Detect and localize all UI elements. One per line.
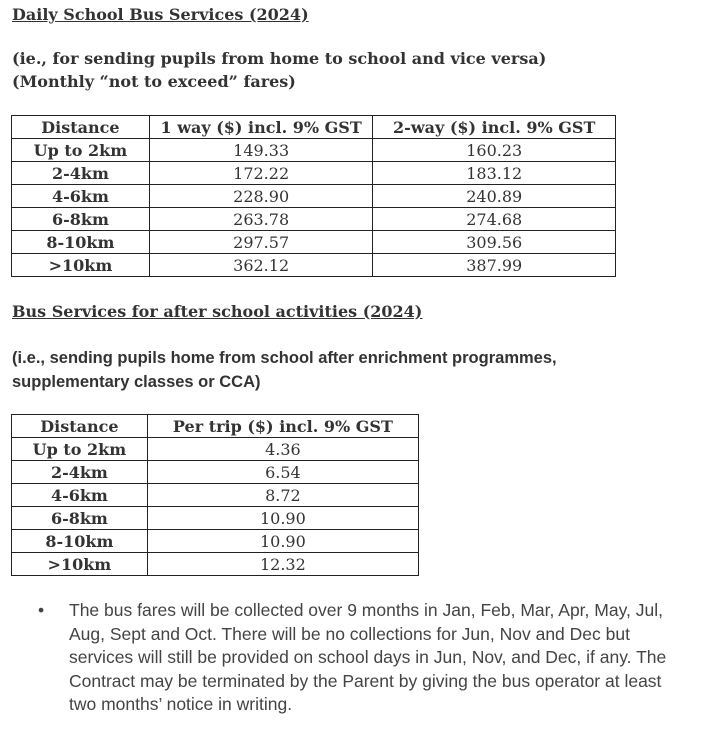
distance-cell: >10km [12,553,148,576]
one-way-fare-cell: 149.33 [149,139,373,162]
bullet-text: The bus fares will be collected over 9 months in Jan, Feb, Mar, Apr, May, Jul, Aug, Sept and Oct. There will be no collections for Jun, Nov and Dec but services will still be provided on school days in Jun, Nov, and Dec, if any. The Contract may be terminated by the Parent by giving the bus operator at least two months’ notice in writing. [69,600,667,714]
distance-cell: 8-10km [12,231,150,254]
per-trip-fare-cell: 12.32 [147,553,418,576]
per-trip-fare-cell: 4.36 [147,438,418,461]
one-way-fare-cell: 362.12 [149,254,373,277]
distance-cell: 8-10km [12,530,148,553]
table-row [12,231,616,254]
per-trip-fare-cell: 6.54 [147,461,418,484]
two-way-fare-cell: 160.23 [373,139,616,162]
table-row [12,254,616,277]
table-row [12,162,616,185]
table-row [12,208,616,231]
distance-cell: 6-8km [12,208,150,231]
daily-bus-note-line1: (ie., for sending pupils from home to school and vice versa) [12,49,547,68]
one-way-fare-cell: 172.22 [149,162,373,185]
distance-cell: 4-6km [12,484,148,507]
per-trip-fare-cell: 10.90 [147,507,418,530]
table-row [12,185,616,208]
daily-fares-table [11,115,616,277]
per-trip-fare-cell: 10.90 [147,530,418,553]
table-row [12,530,419,553]
column-header: Distance [12,415,148,438]
table-header-row [12,116,616,139]
daily-bus-note [12,47,546,93]
distance-cell: Up to 2km [12,438,148,461]
daily-bus-heading: Daily School Bus Services (2024) [12,5,309,24]
distance-cell: Up to 2km [12,139,150,162]
table-row [12,484,419,507]
after-school-note-line1: (i.e., sending pupils home from school after enrichment programmes, [12,349,557,367]
two-way-fare-cell: 183.12 [373,162,616,185]
two-way-fare-cell: 274.68 [373,208,616,231]
table-row [12,438,419,461]
table-row [12,507,419,530]
table-header-row [12,415,419,438]
after-school-note [12,346,557,394]
one-way-fare-cell: 228.90 [149,185,373,208]
column-header: Distance [12,116,150,139]
table-row [12,553,419,576]
bullet-icon: • [38,600,45,620]
two-way-fare-cell: 309.56 [373,231,616,254]
column-header: 2-way ($) incl. 9% GST [373,116,616,139]
one-way-fare-cell: 263.78 [149,208,373,231]
one-way-fare-cell: 297.57 [149,231,373,254]
table-row [12,461,419,484]
distance-cell: 2-4km [12,162,150,185]
fare-collection-bullet [38,599,688,717]
distance-cell: 2-4km [12,461,148,484]
after-school-fares-table [11,414,419,576]
after-school-heading: Bus Services for after school activities (2024) [12,302,423,321]
table-row [12,139,616,162]
after-school-note-line2: supplementary classes or CCA) [12,373,261,391]
distance-cell: 4-6km [12,185,150,208]
column-header: 1 way ($) incl. 9% GST [149,116,373,139]
daily-bus-note-line2: (Monthly “not to exceed” fares) [12,72,296,91]
distance-cell: >10km [12,254,150,277]
two-way-fare-cell: 387.99 [373,254,616,277]
two-way-fare-cell: 240.89 [373,185,616,208]
column-header: Per trip ($) incl. 9% GST [147,415,418,438]
per-trip-fare-cell: 8.72 [147,484,418,507]
distance-cell: 6-8km [12,507,148,530]
